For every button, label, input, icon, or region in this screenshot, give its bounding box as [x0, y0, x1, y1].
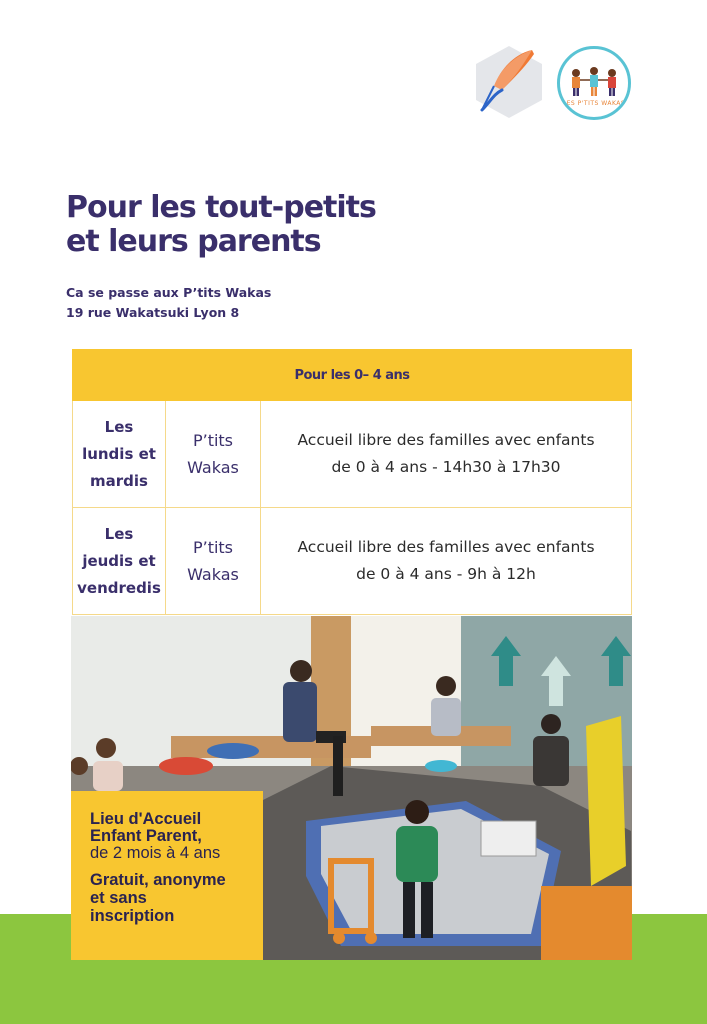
- title-line: et leurs parents: [66, 224, 321, 259]
- description-cell: [261, 401, 632, 507]
- day-line: Les: [104, 524, 134, 543]
- description-line: Accueil libre des familles avec enfants: [297, 431, 595, 449]
- schedule-table: [72, 349, 632, 615]
- description-line: de 0 à 4 ans - 14h30 à 17h30: [331, 458, 561, 476]
- place-line: Wakas: [187, 565, 239, 584]
- info-line: Enfant Parent,: [90, 827, 202, 845]
- schedule-row: [72, 508, 632, 615]
- place-line: Wakas: [187, 458, 239, 477]
- logo-label: LES P'TITS WAKAS: [562, 100, 626, 107]
- day-cell: [73, 401, 166, 507]
- location-info: [66, 283, 271, 323]
- description-line: de 0 à 4 ans - 9h à 12h: [356, 565, 536, 583]
- page-title: [66, 191, 376, 259]
- ptits-wakas-logo: [557, 46, 631, 120]
- description-cell: [261, 508, 632, 614]
- location-line: Ca se passe aux P’tits Wakas: [66, 285, 272, 300]
- feather-logo-icon: [474, 44, 544, 120]
- schedule-header: Pour les 0– 4 ans: [72, 349, 632, 401]
- conditions-line: inscription: [90, 907, 175, 925]
- day-line: jeudis et: [82, 551, 156, 570]
- schedule-row: [72, 401, 632, 508]
- info-line: Lieu d'Accueil: [90, 810, 202, 828]
- day-line: mardis: [90, 471, 148, 490]
- place-cell: [166, 508, 261, 614]
- address-line: 19 rue Wakatsuki Lyon 8: [66, 305, 240, 320]
- title-line: Pour les tout-petits: [66, 190, 376, 225]
- conditions-line: Gratuit, anonyme: [90, 871, 226, 889]
- day-line: vendredis: [77, 578, 161, 597]
- children-figures-icon: [572, 67, 616, 96]
- conditions-line: et sans: [90, 889, 147, 907]
- day-line: Les: [104, 417, 134, 436]
- place-line: P’tits: [192, 538, 234, 557]
- info-box: [71, 791, 263, 960]
- description-line: Accueil libre des familles avec enfants: [297, 538, 595, 556]
- place-cell: [166, 401, 261, 507]
- place-line: P’tits: [192, 431, 234, 450]
- age-range-line: de 2 mois à 4 ans: [90, 844, 221, 862]
- day-cell: [73, 508, 166, 614]
- day-line: lundis et: [82, 444, 156, 463]
- conditions-text: [90, 871, 249, 925]
